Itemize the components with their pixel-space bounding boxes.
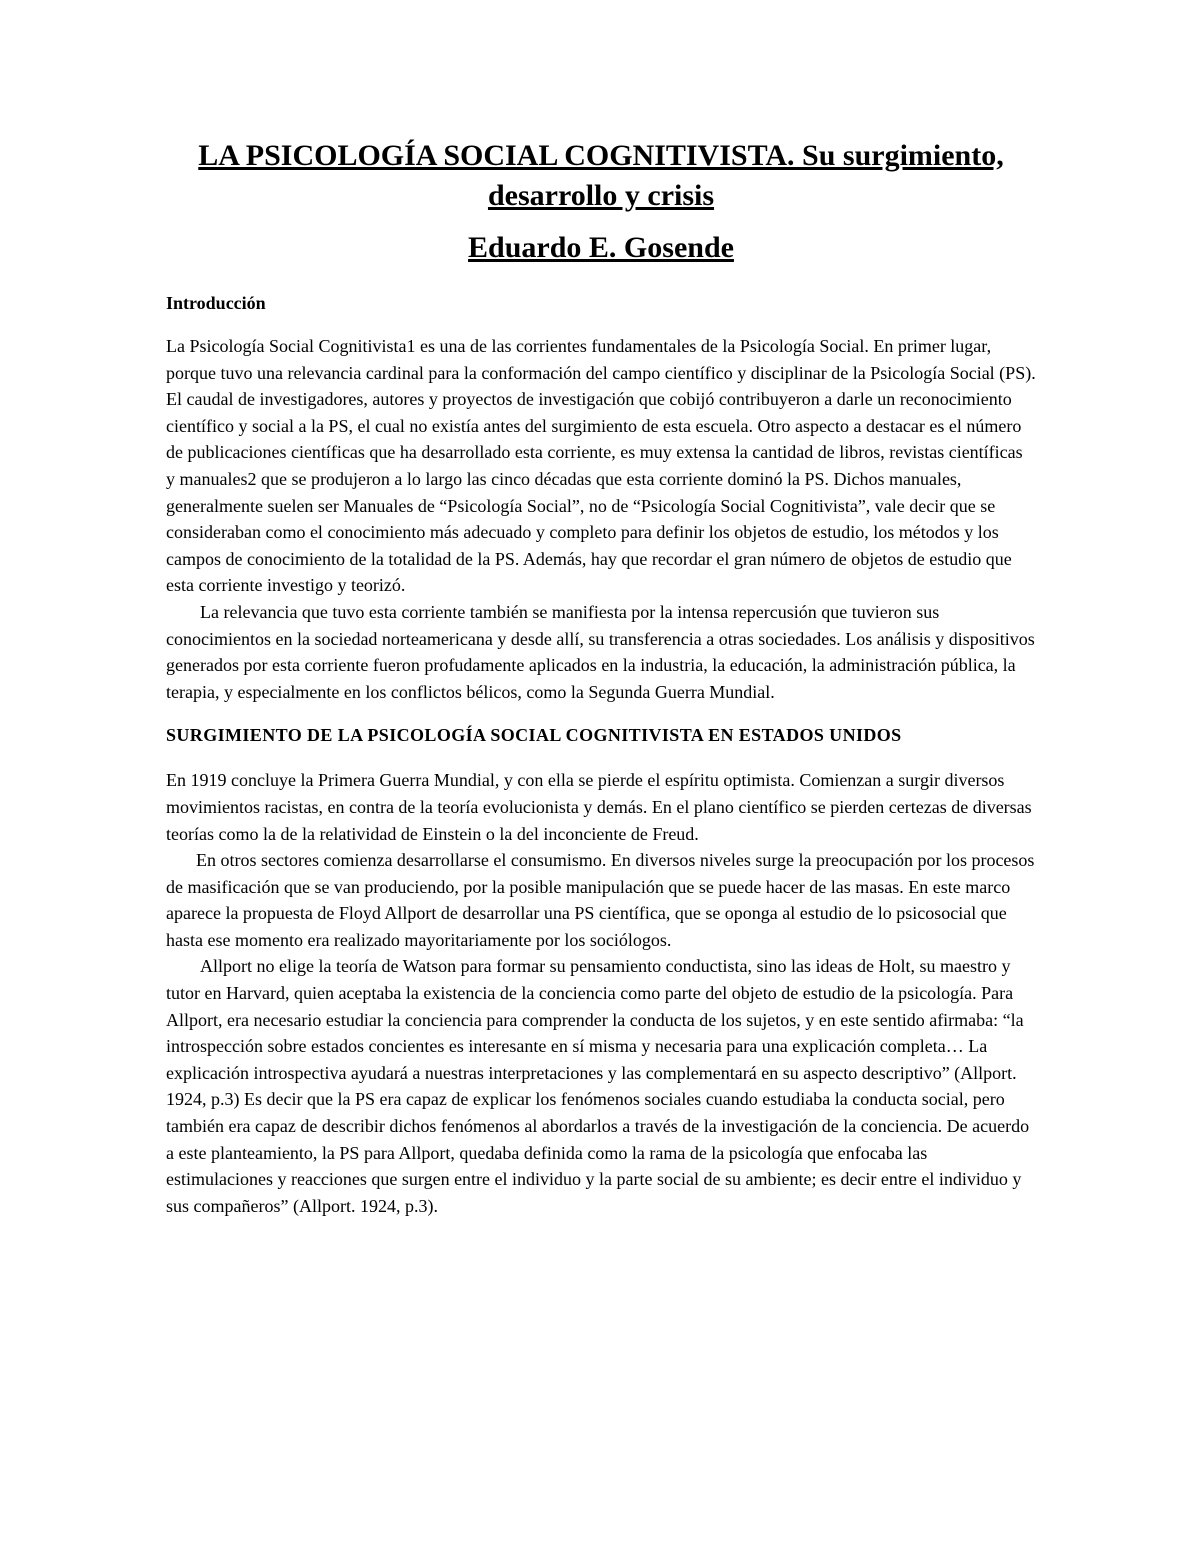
document-page [166, 136, 1036, 1219]
document-author: Eduardo E. Gosende [468, 231, 734, 264]
section-paragraph-1: En 1919 concluye la Primera Guerra Mundial, y con ella se pierde el espíritu optimista. Comienzan a surgir diversos movimientos racistas, en contra de la teoría evolucionista y demás. En el plano científico se pierden certezas de diversas teorías como la de la relatividad de Einstein o la del inconciente de Freud. [166, 770, 1032, 844]
intro-heading: Introducción [166, 293, 266, 313]
section-paragraph-3: Allport no elige la teoría de Watson para formar su pensamiento conductista, sino las ideas de Holt, su maestro y tutor en Harvard, quien aceptaba la existencia de la conciencia como parte del objeto de estudio de la psicología. Para Allport, era necesario estudiar la conciencia para comprender la conducta de los sujetos, y en este sentido afirmaba: “la introspección sobre estados concientes es interesante en sí misma y necesaria para una explicación completa… La explicación introspectiva ayudará a nuestras interpretaciones y las complementará en su aspecto descriptivo” (Allport. 1924, p.3) Es decir que la PS era capaz de explicar los fenómenos sociales cuando estudiaba la conducta social, pero también era capaz de describir dichos fenómenos al abordarlos a través de la investigación de la conciencia. De acuerdo a este planteamiento, la PS para Allport, quedaba definida como la rama de la psicología que enfocaba las estimulaciones y reacciones que surgen entre el individuo y la parte social de su ambiente; es decir entre el individuo y sus compañeros” (Allport. 1924, p.3). [166, 956, 1030, 1216]
intro-paragraph-1: La Psicología Social Cognitivista1 es una de las corrientes fundamentales de la Psicología Social. En primer lugar, porque tuvo una relevancia cardinal para la conformación del campo científico y disciplinar de la Psicología Social (PS). El caudal de investigadores, autores y proyectos de investigación que cobijó contribuyeron a darle un reconocimiento científico y social a la PS, el cual no existía antes del surgimiento de esta escuela. Otro aspecto a destacar es el número de publicaciones científicas que ha desarrollado esta corriente, es muy extensa la cantidad de libros, revistas científicas y manuales2 que se produjeron a lo largo las cinco décadas que esta corriente dominó la PS. Dichos manuales, generalmente suelen ser Manuales de “Psicología Social”, no de “Psicología Social Cognitivista”, vale decir que se consideraban como el conocimiento más adecuado y completo para definir los objetos de estudio, los métodos y los campos de conocimiento de la totalidad de la PS. Además, hay que recordar el gran número de objetos de estudio que esta corriente investigo y teorizó. [166, 336, 1036, 596]
document-title: LA PSICOLOGÍA SOCIAL COGNITIVISTA. Su surgimiento, desarrollo y crisis [198, 139, 1004, 212]
section-paragraph-2: En otros sectores comienza desarrollarse el consumismo. En diversos niveles surge la preocupación por los procesos de masificación que se van produciendo, por la posible manipulación que se puede hacer de las masas. En este marco aparece la propuesta de Floyd Allport de desarrollar una PS científica, que se oponga al estudio de lo psicosocial que hasta ese momento era realizado mayoritariamente por los sociólogos. [166, 850, 1035, 950]
intro-paragraph-2: La relevancia que tuvo esta corriente también se manifiesta por la intensa repercusión que tuvieron sus conocimientos en la sociedad norteamericana y desde allí, su transferencia a otras sociedades. Los análisis y dispositivos generados por esta corriente fueron profudamente aplicados en la industria, la educación, la administración pública, la terapia, y especialmente en los conflictos bélicos, como la Segunda Guerra Mundial. [166, 601, 1035, 702]
section-heading: SURGIMIENTO DE LA PSICOLOGÍA SOCIAL COGNITIVISTA EN ESTADOS UNIDOS [166, 725, 902, 746]
